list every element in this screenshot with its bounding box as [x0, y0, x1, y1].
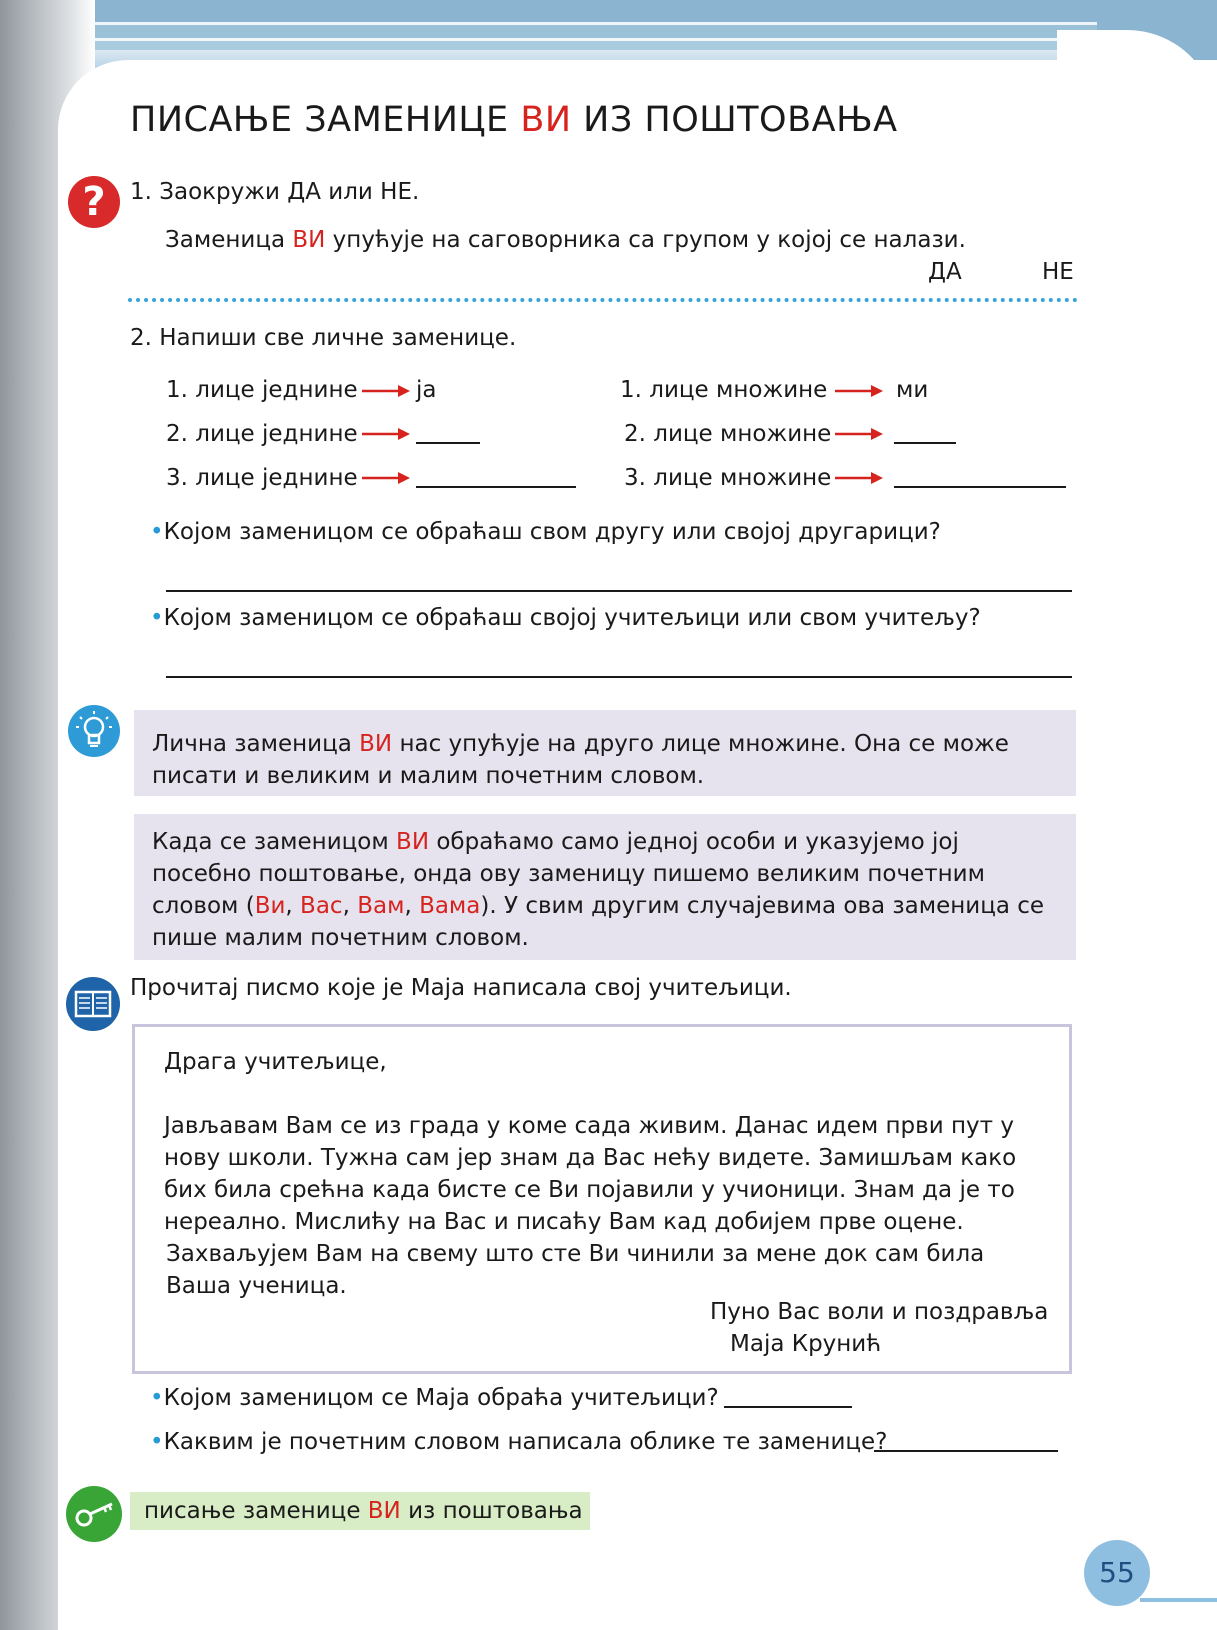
letter-signature: Маја Крунић	[730, 1331, 882, 1357]
option-no[interactable]: НЕ	[1042, 259, 1074, 285]
plural-3-label: 3. лице множине	[624, 465, 832, 491]
arrow-right-icon	[835, 428, 883, 440]
answer-line-teacher[interactable]	[166, 676, 1072, 678]
singular-1-label: 1. лице једнине	[166, 377, 358, 403]
letter-line: Јављавам Вам се из града у коме сада живим. Данас идем први пут у	[164, 1113, 1014, 1139]
bullet-icon: •	[150, 1429, 164, 1455]
page-title: ПИСАЊЕ ЗАМЕНИЦЕ ВИ ИЗ ПОШТОВАЊА	[130, 100, 898, 140]
lightbulb-icon	[68, 705, 120, 757]
arrow-right-icon	[362, 428, 410, 440]
plural-1-answer: ми	[896, 377, 929, 403]
keyword-text: писање заменице ВИ из поштовања	[144, 1498, 583, 1524]
info1-line2: писати и великим и малим почетним словом.	[152, 763, 705, 789]
arrow-right-icon	[835, 472, 883, 484]
reading-question-1: •Којом заменицом се Маја обраћа учитељици?	[150, 1385, 719, 1411]
page-number-line	[1140, 1598, 1217, 1602]
title-highlight: ВИ	[520, 100, 572, 140]
dotted-divider	[128, 298, 1078, 302]
key-icon	[66, 1486, 122, 1542]
arrow-right-icon	[835, 385, 883, 397]
plural-2-label: 2. лице множине	[624, 421, 832, 447]
singular-3-answer-field[interactable]	[416, 486, 576, 488]
singular-1-answer: ја	[416, 377, 437, 403]
info2-line3: словом (Ви, Вас, Вам, Вама). У свим другим случајевима ова заменица се	[152, 893, 1045, 919]
task1-statement: Заменица ВИ упућује на саговорника са групом у којој се налази.	[165, 227, 966, 253]
singular-2-answer-field[interactable]	[416, 442, 480, 444]
letter-line: Захваљујем Вам на свему што сте Ви чинили за мене док сам била	[166, 1241, 985, 1267]
plural-2-answer-field[interactable]	[894, 442, 956, 444]
reading-prompt: Прочитај писмо које је Маја написала свој учитељици.	[130, 975, 792, 1001]
reading-question-2: •Каквим је почетним словом написала облике те заменице?	[150, 1429, 888, 1455]
question-mark-icon: ?	[68, 176, 120, 228]
singular-3-label: 3. лице једнине	[166, 465, 358, 491]
reading-answer-2[interactable]	[874, 1450, 1058, 1452]
info2-line4: пише малим почетним словом.	[152, 925, 529, 951]
option-yes[interactable]: ДА	[928, 259, 962, 285]
letter-line: Ваша ученица.	[166, 1273, 347, 1299]
arrow-right-icon	[362, 385, 410, 397]
corner-curve	[1057, 30, 1217, 230]
letter-greeting: Драга учитељице,	[164, 1049, 387, 1075]
bullet-icon: •	[150, 1385, 164, 1411]
bullet-icon: •	[150, 519, 164, 545]
open-book-icon	[66, 977, 120, 1031]
plural-1-label: 1. лице множине	[620, 377, 828, 403]
task2-prompt: 2. Напиши све личне заменице.	[130, 325, 517, 351]
info2-line2: посебно поштовање, онда ову заменицу пишемо великим почетним	[152, 861, 985, 887]
info1-line1: Лична заменица ВИ нас упућује на друго лице множине. Она се може	[152, 731, 1009, 757]
bullet-icon: •	[150, 605, 164, 631]
singular-2-label: 2. лице једнине	[166, 421, 358, 447]
plural-3-answer-field[interactable]	[894, 486, 1066, 488]
page-number: 55	[1084, 1540, 1150, 1606]
task1-prompt: 1. Заокружи ДА или НЕ.	[130, 179, 420, 205]
question-teacher: •Којом заменицом се обраћаш својој учитељици или свом учитељу?	[150, 605, 981, 631]
letter-closing: Пуно Вас воли и поздравља	[710, 1299, 1049, 1325]
arrow-right-icon	[362, 472, 410, 484]
info2-line1: Када се заменицом ВИ обраћамо само једној особи и указујемо јој	[152, 829, 959, 855]
letter-line: бих била срећна када бисте се Ви појавили у учионици. Знам да је то	[164, 1177, 1015, 1203]
question-friend: •Којом заменицом се обраћаш свом другу или својој другарици?	[150, 519, 941, 545]
letter-line: нову школи. Тужна сам јер знам да Вас нећу видете. Замишљам како	[164, 1145, 1017, 1171]
answer-line-friend[interactable]	[166, 590, 1072, 592]
reading-answer-1[interactable]	[724, 1406, 852, 1408]
letter-line: нереално. Мислићу на Вас и писаћу Вам кад добијем прве оцене.	[164, 1209, 964, 1235]
